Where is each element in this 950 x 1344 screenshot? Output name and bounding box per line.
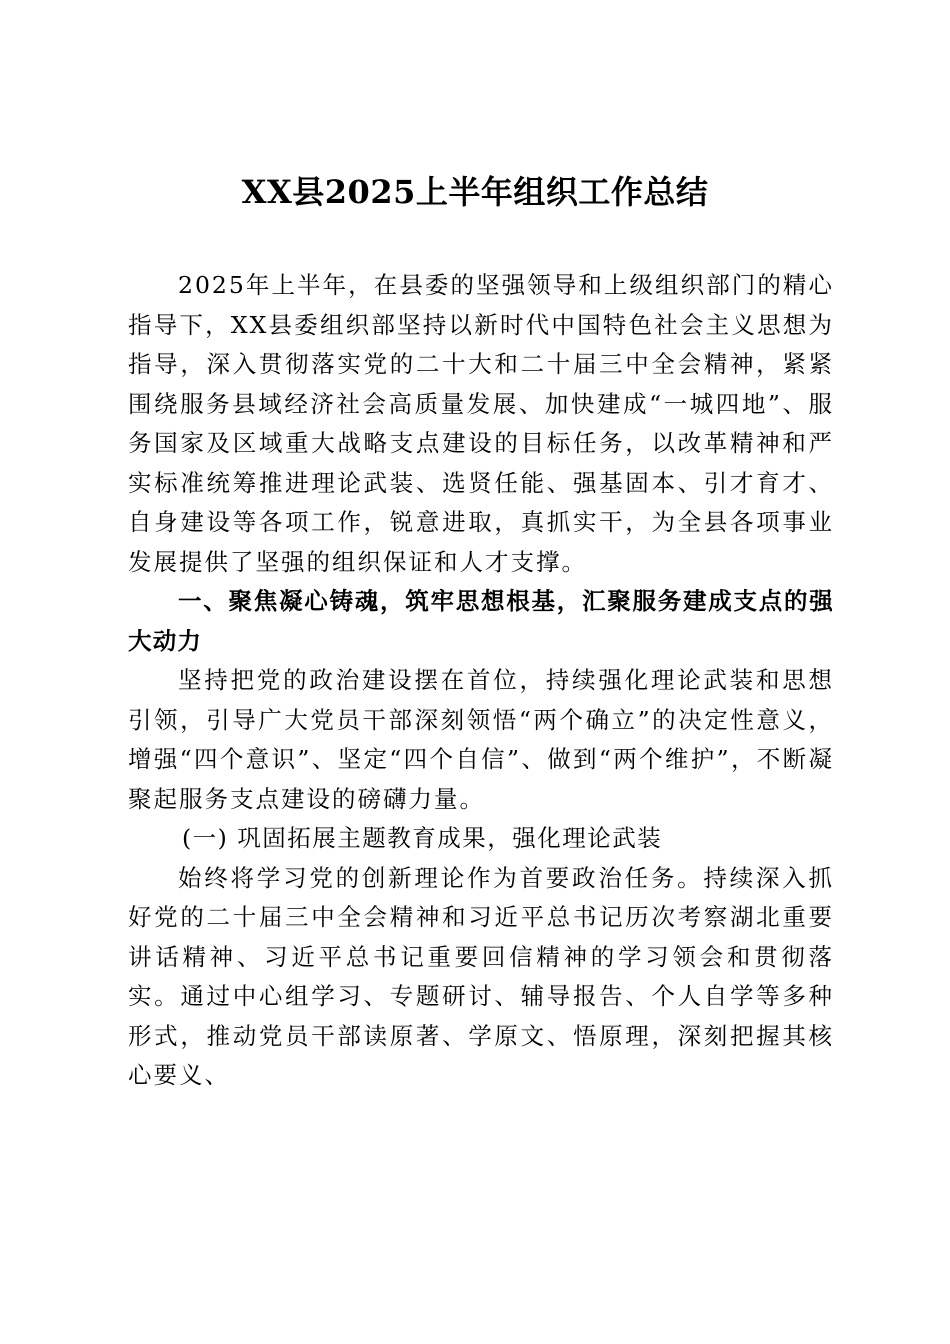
- subsection-1-paragraph: 始终将学习党的创新理论作为首要政治任务。持续深入抓好党的二十届三中全会精神和习近平总书记历次考察湖北重要讲话精神、习近平总书记重要回信精神的学习领会和贯彻落实。通过中心组学习、专题研讨、辅导报告、个人自学等多种形式，推动党员干部读原著、学原文、悟原理，深刻把握其核心要义、: [128, 863, 834, 1089]
- intro-paragraph: 2025年上半年，在县委的坚强领导和上级组织部门的精心指导下，XX县委组织部坚持以新时代中国特色社会主义思想为指导，深入贯彻落实党的二十大和二十届三中全会精神，紧紧围绕服务县域经济社会高质量发展、加快建成“一城四地”、服务国家及区域重大战略支点建设的目标任务，以改革精神和严实标准统筹推进理论武装、选贤任能、强基固本、引才育才、自身建设等各项工作，锐意进取，真抓实干，为全县各项事业发展提供了坚强的组织保证和人才支撑。: [128, 271, 834, 576]
- document-title: XX县2025上半年组织工作总结: [241, 173, 709, 211]
- document-body: [128, 266, 834, 1096]
- section-heading-1: 一、聚焦凝心铸魂，筑牢思想根基，汇聚服务建成支点的强大动力: [128, 587, 834, 655]
- subsection-heading-1: (一) 巩固拓展主题教育成果，强化理论武装: [182, 824, 663, 852]
- section-1-paragraph: 坚持把党的政治建设摆在首位，持续强化理论武装和思想引领，引导广大党员干部深刻领悟“两个确立”的决定性意义，增强“四个意识”、坚定“四个自信”、做到“两个维护”，不断凝聚起服务支点建设的磅礴力量。: [128, 666, 834, 813]
